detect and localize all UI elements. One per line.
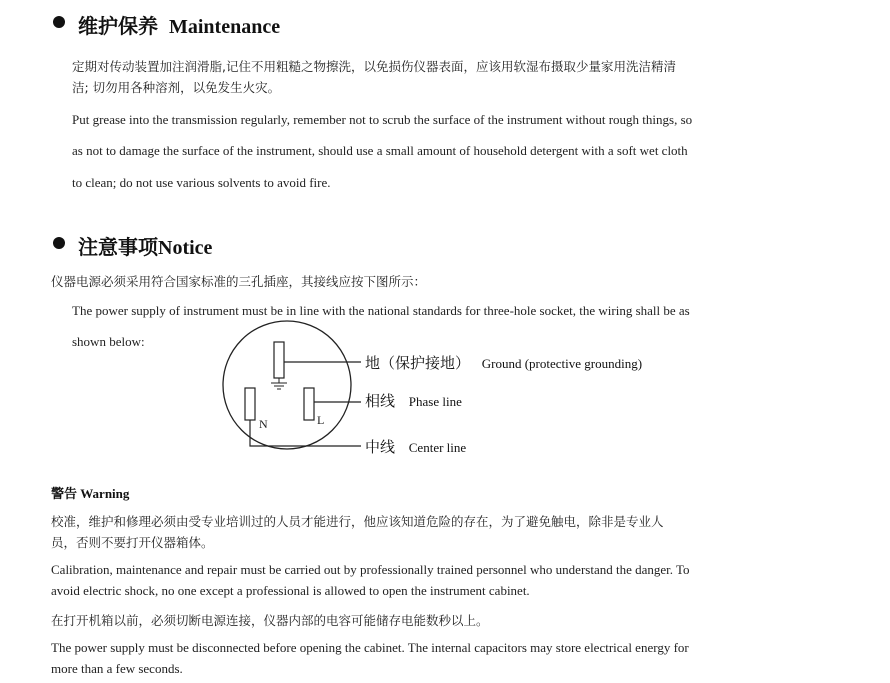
maintenance-heading [78,10,280,39]
warning-title-cn: 警告 [51,487,78,502]
maintenance-en-line3: to clean; do not use various solvents to avoid fire. [72,175,331,190]
warning-en-p2-line1: The power supply must be disconnected before opening the cabinet. The internal capacitors may store electrical energy for [51,640,689,655]
maintenance-title-en: Maintenance [169,16,281,38]
ground-label-en: Ground (protective grounding) [481,356,643,371]
warning-cn-p1-line2: 员，否则不要打开仪器箱体。 [51,535,214,550]
neutral-pin [245,388,255,420]
warning-en-p2-line2: more than a few seconds. [51,661,183,676]
bullet-icon [53,237,65,249]
warning-en-p1-line1: Calibration, maintenance and repair must be carried out by professionally trained personnel who understand the danger. To [51,562,690,577]
notice-cn-line: 仪器电源必须采用符合国家标准的三孔插座，其接线应按下图所示： [51,274,427,289]
center-label [365,436,466,457]
center-label-en: Center line [408,440,467,455]
center-leader [250,420,361,446]
phase-pin [304,388,314,420]
center-label-cn: 中线 [365,438,396,456]
pin-n-label: N [259,417,268,431]
bullet-icon [53,16,65,28]
maintenance-title-cn: 维护保养 [78,14,158,38]
notice-en-line1: The power supply of instrument must be in line with the national standards for three-hole socket, the wiring shall be as [72,303,690,318]
phase-label-cn: 相线 [365,392,396,410]
notice-heading [78,231,212,260]
warning-title-en: Warning [80,486,130,501]
pin-l-label: L [317,413,325,427]
warning-cn-p2: 在打开机箱以前，必须切断电源连接，仪器内部的电容可能储存电能数秒以上。 [51,613,489,628]
phase-label [365,390,462,411]
ground-pin [274,342,284,378]
maintenance-en-line2: as not to damage the surface of the instrument, should use a small amount of household detergent with a soft wet cloth [72,143,688,158]
maintenance-cn-line1: 定期对传动装置加注润滑脂,记住不用粗糙之物擦洗，以免损伤仪器表面，应该用软湿布摄取少量家用洗洁精清 [72,59,676,74]
maintenance-en-line1: Put grease into the transmission regularly, remember not to scrub the surface of the instrument without rough things, so [72,112,693,127]
notice-title-en: Notice [158,237,213,259]
ground-label [365,352,642,373]
ground-label-cn: 地（保护接地） [365,354,471,372]
maintenance-cn-line2: 洁; 切勿用各种溶剂，以免发生火灾。 [72,80,281,95]
socket-outline [223,321,351,449]
notice-title-cn: 注意事项 [78,235,158,259]
phase-label-en: Phase line [408,394,462,409]
warning-heading [51,483,129,502]
notice-en-line2: shown below: [72,334,145,349]
warning-cn-p1-line1: 校准，维护和修理必须由受专业培训过的人员才能进行，他应该知道危险的存在，为了避免触电，除非是专业人 [51,514,664,529]
warning-en-p1-line2: avoid electric shock, no one except a professional is allowed to open the instrument cabinet. [51,583,530,598]
